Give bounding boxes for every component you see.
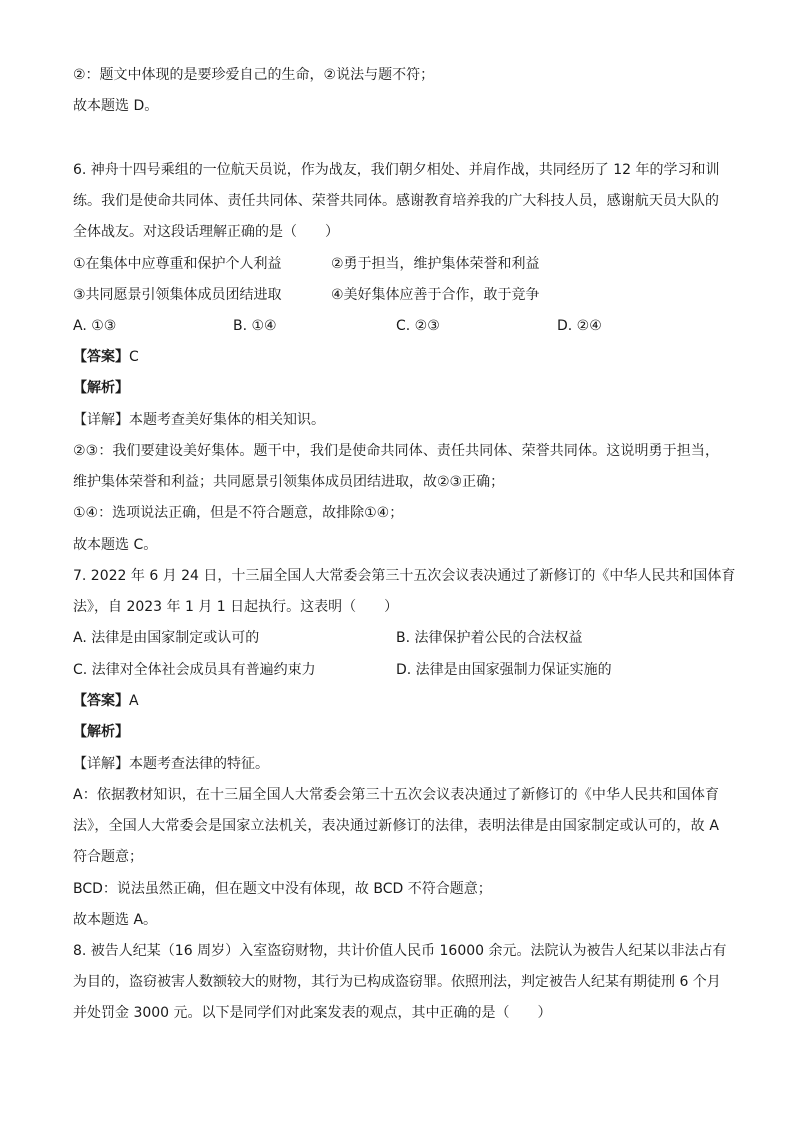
q7-answer-value: A	[129, 693, 139, 709]
q8-stem-line2: 为目的，盗窃被害人数额较大的财物，其行为已构成盗窃罪。依照刑法，判定被告人纪某有期徒刑 6 个月	[73, 974, 721, 990]
q6-option-d: D. ②④	[557, 318, 602, 334]
q8-stem-line3: 并处罚金 3000 元。以下是同学们对此案发表的观点，其中正确的是（ ）	[73, 1005, 552, 1021]
q7-option-c: C. 法律对全体社会成员具有普遍约束力	[73, 662, 316, 678]
q8-stem-line1: 8. 被告人纪某（16 周岁）入室盗窃财物，共计价值人民币 16000 余元。法院认为被告人纪某以非法占有	[73, 943, 727, 959]
q6-stem-line2: 练。我们是使命共同体、责任共同体、荣誉共同体。感谢教育培养我的广大科技人员，感谢航天员大队的	[73, 193, 719, 209]
q6-stem-line3: 全体战友。对这段话理解正确的是（ ）	[73, 224, 339, 240]
q7-analysis-label: 【解析】	[73, 724, 129, 740]
prev-conclusion: 故本题选 D。	[73, 98, 159, 114]
q7-option-b: B. 法律保护着公民的合法权益	[396, 630, 583, 646]
q6-answer-tag: 【答案】	[73, 349, 129, 365]
q6-statement-1: ①在集体中应尊重和保护个人利益	[73, 256, 282, 272]
q6-statement-4: ④美好集体应善于合作，敢于竞争	[331, 287, 540, 303]
q7-answer-row	[73, 691, 139, 711]
q7-expl1-line3: 符合题意；	[73, 849, 143, 865]
q6-expl2: ①④：选项说法正确，但是不符合题意，故排除①④；	[73, 505, 404, 521]
q7-detail: 【详解】本题考查法律的特征。	[73, 756, 269, 772]
q6-conclusion: 故本题选 C。	[73, 537, 158, 553]
q6-option-a: A. ①③	[73, 318, 117, 334]
q7-expl2: BCD：说法虽然正确，但在题文中没有体现，故 BCD 不符合题意；	[73, 881, 492, 897]
q6-answer-value: C	[129, 349, 139, 365]
q7-option-d: D. 法律是由国家强制力保证实施的	[396, 662, 612, 678]
q6-option-c: C. ②③	[396, 318, 440, 334]
q7-stem-line2: 法》，自 2023 年 1 月 1 日起执行。这表明（ ）	[73, 599, 399, 615]
q6-expl1-line2: 维护集体荣誉和利益；共同愿景引领集体成员团结进取，故②③正确；	[73, 474, 505, 490]
q7-option-a: A. 法律是由国家制定或认可的	[73, 630, 260, 646]
q6-stem-line1: 6. 神舟十四号乘组的一位航天员说，作为战友，我们朝夕相处、并肩作战，共同经历了 12 年的学习和训	[73, 162, 720, 178]
q7-analysis-tag	[73, 722, 129, 742]
q6-statement-2: ②勇于担当，维护集体荣誉和利益	[331, 256, 540, 272]
q6-detail: 【详解】本题考查美好集体的相关知识。	[73, 412, 325, 428]
q6-analysis-label: 【解析】	[73, 380, 129, 396]
prev-analysis-line: ②：题文中体现的是要珍爱自己的生命，②说法与题不符；	[73, 67, 435, 83]
q6-option-b: B. ①④	[233, 318, 277, 334]
q6-statement-3: ③共同愿景引领集体成员团结进取	[73, 287, 282, 303]
q6-expl1-line1: ②③：我们要建设美好集体。题干中，我们是使命共同体、责任共同体、荣誉共同体。这说明勇于担当，	[73, 443, 719, 459]
q7-stem-line1: 7. 2022 年 6 月 24 日，十三届全国人大常委会第三十五次会议表决通过了新修订的《中华人民共和国体育	[73, 568, 736, 584]
q7-expl1-line2: 法》，全国人大常委会是国家立法机关，表决通过新修订的法律，表明法律是由国家制定或认可的，故 A	[73, 818, 719, 834]
q7-answer-tag: 【答案】	[73, 693, 129, 709]
q7-expl1-line1: A：依据教材知识，在十三届全国人大常委会第三十五次会议表决通过了新修订的《中华人民共和国体育	[73, 787, 719, 803]
q6-analysis-tag	[73, 378, 129, 398]
q7-conclusion: 故本题选 A。	[73, 912, 158, 928]
q6-answer-row	[73, 347, 139, 367]
